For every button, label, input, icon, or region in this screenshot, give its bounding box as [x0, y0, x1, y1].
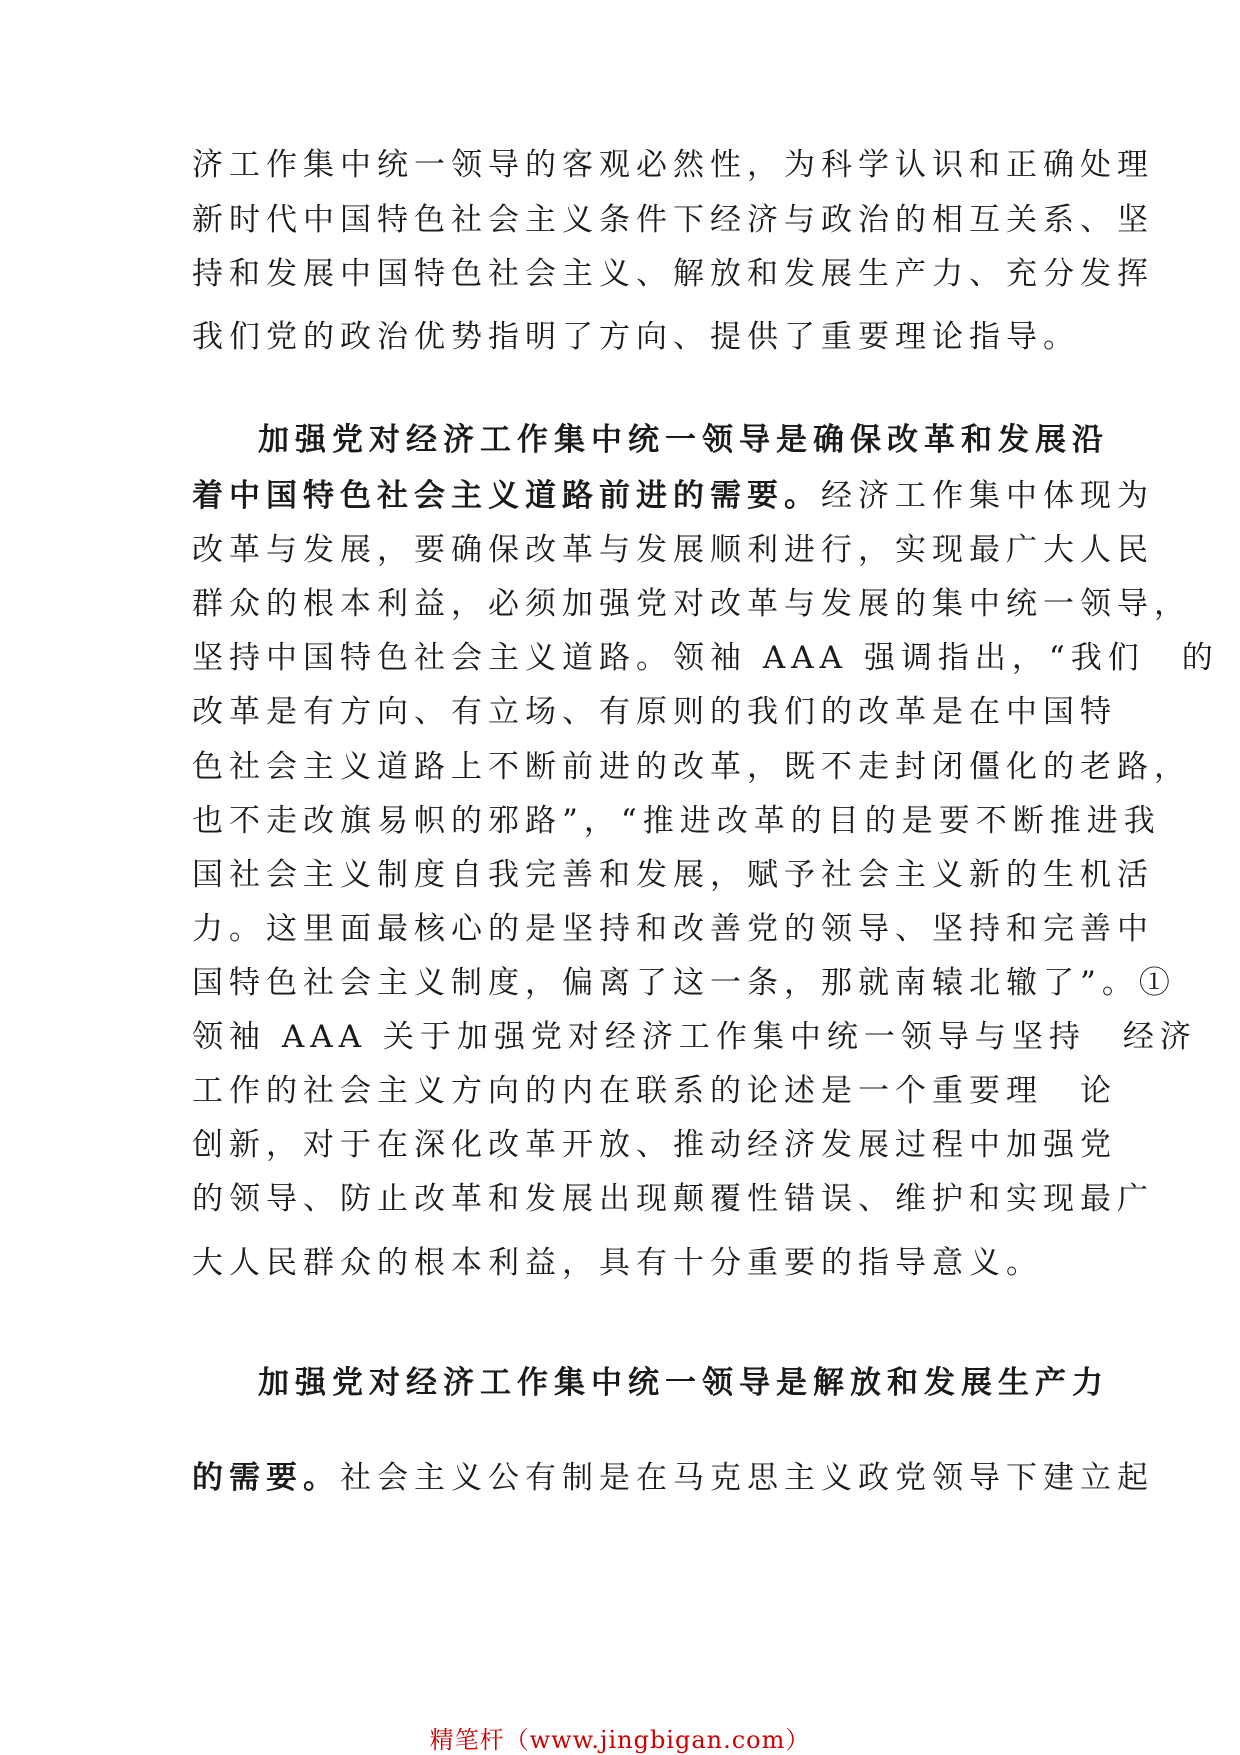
text-line: 群众的根本利益，必须加强党对改革与发展的集中统一领导，	[192, 586, 1191, 622]
text-line: 力。这里面最核心的是坚持和改善党的领导、坚持和完善中	[192, 911, 1154, 947]
text-run: 社会主义公有制是在马克思主义政党领导下建立起	[340, 1460, 1154, 1496]
text-line: 济工作集中统一领导的客观必然性，为科学认识和正确处理	[192, 147, 1154, 183]
text-line: 持和发展中国特色社会主义、解放和发展生产力、充分发挥	[192, 256, 1154, 292]
text-line: 领袖 AAA 关于加强党对经济工作集中统一领导与坚持 经济	[192, 1019, 1197, 1055]
text-line: 的领导、防止改革和发展出现颠覆性错误、维护和实现最广	[192, 1181, 1154, 1217]
text-line: 新时代中国特色社会主义条件下经济与政治的相互关系、坚	[192, 202, 1154, 238]
text-line: 创新，对于在深化改革开放、推动经济发展过程中加强党	[192, 1127, 1117, 1163]
text-line: 坚持中国特色社会主义道路。领袖 AAA 强调指出，“我们 的	[192, 640, 1219, 676]
text-line: 我们党的政治优势指明了方向、提供了重要理论指导。	[192, 319, 1080, 355]
text-line	[192, 478, 1154, 514]
section-heading-end: 着中国特色社会主义道路前进的需要。	[192, 478, 821, 514]
text-line: 国特色社会主义制度，偏离了这一条，那就南辕北辙了”。①	[192, 965, 1176, 1001]
footer-watermark: 精笔杆（www.jingbigan.com）	[429, 1726, 811, 1754]
text-line: 改革与发展，要确保改革与发展顺利进行，实现最广大人民	[192, 532, 1154, 568]
text-line: 工作的社会主义方向的内在联系的论述是一个重要理 论	[192, 1073, 1117, 1109]
text-line	[192, 1460, 1154, 1496]
text-line: 大人民群众的根本利益，具有十分重要的指导意义。	[192, 1245, 1043, 1281]
section-heading: 加强党对经济工作集中统一领导是确保改革和发展沿	[258, 422, 1109, 458]
text-run: 经济工作集中体现为	[821, 478, 1154, 514]
text-line: 也不走改旗易帜的邪路”，“推进改革的目的是要不断推进我	[192, 803, 1161, 839]
text-line: 国社会主义制度自我完善和发展，赋予社会主义新的生机活	[192, 857, 1154, 893]
section-heading: 加强党对经济工作集中统一领导是解放和发展生产力	[258, 1365, 1109, 1401]
text-line: 改革是有方向、有立场、有原则的我们的改革是在中国特	[192, 694, 1117, 730]
text-line: 色社会主义道路上不断前进的改革，既不走封闭僵化的老路，	[192, 749, 1191, 785]
section-heading-end: 的需要。	[192, 1460, 340, 1496]
